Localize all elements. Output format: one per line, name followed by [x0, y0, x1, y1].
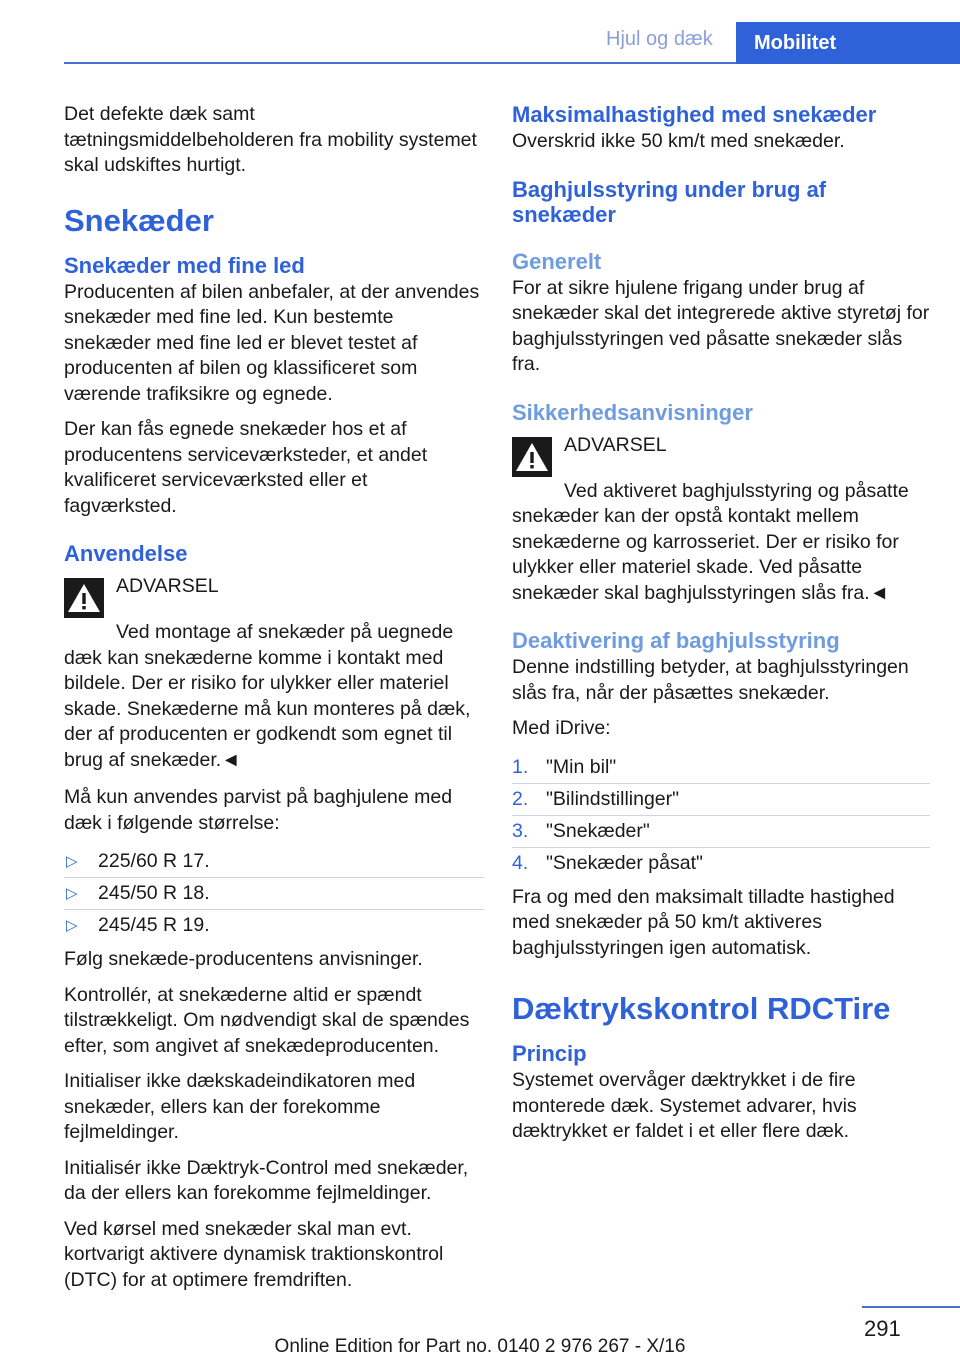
warning-text: Ved aktiveret baghjulsstyring og påsatte snekæder kan der opstå kontakt mellem snekæderne og karrosseriet. Der er risiko for ulykker eller materiel skade. Ved påsatte snekæder skal baghjulsstyringen slås fra.◄: [512, 479, 909, 604]
warning-title: ADVARSEL: [116, 575, 219, 597]
paragraph-idrive: Med iDrive:: [512, 717, 611, 739]
paragraph-principle: Systemet overvåger dæktrykket i de fire monterede dæk. Systemet advarer, hvis dæktrykket er faldet i et eller flere dæk.: [512, 1069, 857, 1142]
paragraph-auto: Fra og med den maksimalt tilladte hastighed med snekæder på 50 km/t aktiveres baghjulsstyringen igen automatisk.: [512, 885, 895, 959]
heading-safety: Sikkerhedsanvisninger: [512, 399, 753, 425]
chapter-tab[interactable]: Mobilitet: [736, 22, 960, 64]
heading-deactivation: Deaktivering af baghjulsstyring: [512, 628, 840, 653]
bullet-icon: ▷: [66, 917, 78, 934]
step-number: 4.: [512, 851, 529, 874]
intro-paragraph: Det defekte dæk samt tætningsmiddelbeholderen fra mobility systemet skal udskiftes hurtigt.: [64, 103, 477, 176]
warning-triangle-icon: [64, 578, 104, 618]
list-item: 4. "Snekæder påsat": [512, 848, 930, 879]
heading-rdc: Dæktrykskontrol RDCTire: [512, 991, 891, 1026]
paragraph-4: Initialisér ikke Dæktryk-Control med snekæder, da der ellers kan forekomme fejlmeldinger.: [64, 1156, 469, 1204]
paragraph-sizes: Må kun anvendes parvist på baghjulene med dæk i følgende størrelse:: [64, 786, 453, 834]
paragraph-fine-2: Der kan fås egnede snekæder hos et af producentens serviceværksteder, et andet kvalificeret serviceværksted eller et fagværksted.: [64, 418, 428, 517]
page-number: 291: [864, 1316, 901, 1341]
list-item: 1. "Min bil": [512, 752, 930, 784]
paragraph-1: Følg snekæde-producentens anvisninger.: [64, 948, 423, 970]
paragraph-speed: Overskrid ikke 50 km/t med snekæder.: [512, 130, 845, 152]
list-item: 2. "Bilindstillinger": [512, 784, 930, 816]
tire-size-list: [64, 846, 484, 941]
bullet-icon: ▷: [66, 885, 78, 902]
list-item: ▷ 245/50 R 18.: [64, 878, 484, 910]
heading-principle: Princip: [512, 1041, 587, 1066]
paragraph-5: Ved kørsel med snekæder skal man evt. kortvarigt aktivere dynamisk traktionskontrol (DTC) for at optimere fremdriften.: [64, 1217, 444, 1291]
list-item: ▷ 245/45 R 19.: [64, 910, 484, 941]
paragraph-deactivation: Denne indstilling betyder, at baghjulsstyringen slås fra, når der påsættes snekæder.: [512, 656, 909, 704]
heading-fine-link-chains: Snekæder med fine led: [64, 252, 305, 278]
warning-text: Ved montage af snekæder på uegnede dæk kan snekæderne komme i kontakt med bildele. Der er risiko for ulykker eller materiel skade. Snekæderne må kun monteres på dæk, der af producenten er godkendt som egnet til brug af snekæder.◄: [64, 621, 471, 771]
paragraph-general: For at sikre hjulene frigang under brug af snekæder skal det integrerede aktive styretøj for baghjulsstyringen ved påsatte snekæder slås fra.: [512, 276, 930, 375]
page-number-rule: [862, 1306, 960, 1308]
warning-triangle-icon: [512, 437, 552, 477]
heading-general: Generelt: [512, 248, 602, 274]
step-number: 1.: [512, 755, 529, 778]
bullet-icon: ▷: [66, 853, 78, 870]
idrive-steps-list: [512, 752, 930, 879]
warning-rear-steering: [512, 433, 930, 607]
heading-max-speed: Maksimalhastighed med snekæder: [512, 102, 877, 127]
footer-edition: Online Edition for Part no. 0140 2 976 267 - X/16: [274, 1336, 686, 1357]
step-number: 2.: [512, 787, 529, 810]
right-column: [512, 102, 930, 1155]
step-number: 3.: [512, 819, 529, 842]
heading-snow-chains: Snekæder: [64, 202, 214, 238]
section-tab[interactable]: Hjul og dæk: [606, 28, 713, 50]
paragraph-2: Kontrollér, at snekæderne altid er spændt tilstrækkeligt. Om nødvendigt skal de spændes efter, som angivet af snekædeproducenten.: [64, 983, 470, 1057]
warning-usage: [64, 574, 484, 773]
heading-rear-steering: Baghjulsstyring under brug af snekæder: [512, 176, 827, 227]
list-item: ▷ 225/60 R 17.: [64, 846, 484, 878]
heading-usage: Anvendelse: [64, 541, 188, 566]
paragraph-3: Initialiser ikke dækskadeindikatoren med snekæder, ellers kan der forekomme fejlmeldinger.: [64, 1070, 416, 1143]
left-column: [64, 102, 484, 1303]
list-item: 3. "Snekæder": [512, 816, 930, 848]
warning-title: ADVARSEL: [564, 433, 667, 456]
paragraph-fine-1: Producenten af bilen anbefaler, at der anvendes snekæder med fine led. Kun bestemte snekæder med fine led er blevet testet af producenten af bilen og klassificeret som værende trafiksikre og egnede.: [64, 280, 480, 405]
